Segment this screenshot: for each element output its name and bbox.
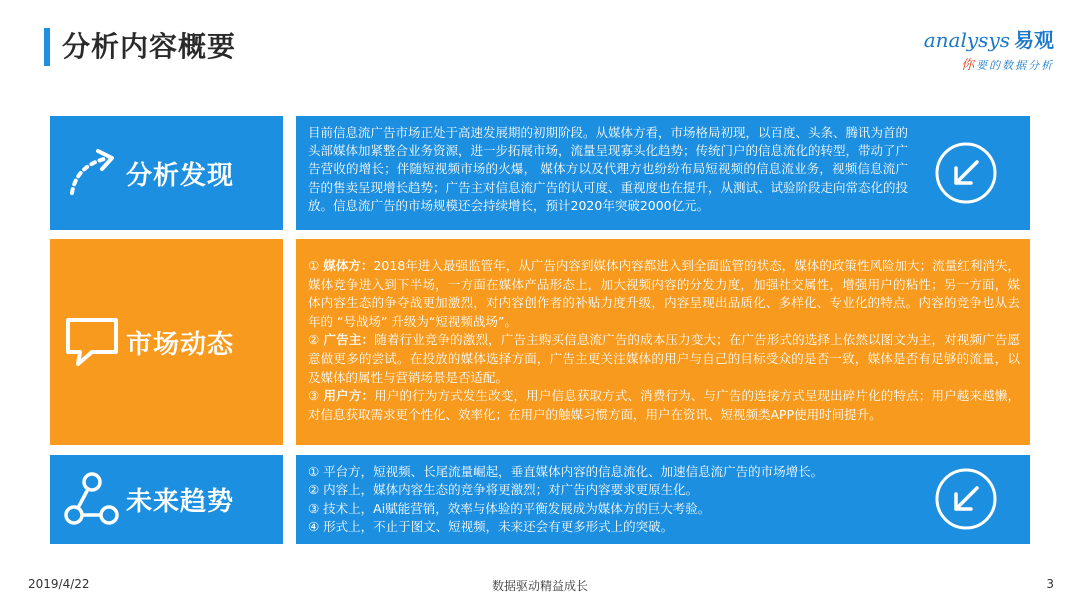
findings-content-box xyxy=(296,116,1030,230)
findings-label-box xyxy=(50,116,283,230)
dynamics-list xyxy=(308,257,1020,424)
dotted-arrow-icon xyxy=(62,143,122,203)
speech-bubble-icon xyxy=(62,312,122,372)
arrow-down-left-icon xyxy=(934,467,998,531)
trends-list xyxy=(308,463,908,537)
trends-item: ② 内容上，媒体内容生态的竞争将更激烈；对广告内容要求更原生化。 xyxy=(308,482,699,498)
analysys-logo xyxy=(904,24,1054,73)
dynamics-item-advertiser: ② 广告主：随着行业竞争的激烈，广告主购买信息流广告的成本压力变大；在广告形式的选择上依然以图文为主，对视频广告愿意做更多的尝试。在投放的媒体选择方面，广告主更关注媒体的用户与自己的目标受众的是否一致，媒体是否有足够的流量，以及媒体的属性与营销场景是否适配。 xyxy=(308,332,1020,385)
trends-label: 未来趋势 xyxy=(126,487,235,517)
footer-slogan: 数据驱动精益成长 xyxy=(491,579,588,593)
title-accent-bar xyxy=(44,28,50,66)
trends-item: ④ 形式上，不止于图文、短视频，未来还会有更多形式上的突破。 xyxy=(308,519,674,535)
trends-label-box xyxy=(50,455,283,544)
trends-item: ① 平台方，短视频、长尾流量崛起，垂直媒体内容的信息流化、加速信息流广告的市场增长。 xyxy=(308,464,824,479)
trends-item: ③ 技术上，Ai赋能营销，效率与体验的平衡发展成为媒体方的巨大考验。 xyxy=(308,500,711,516)
findings-text: 目前信息流广告市场正处于高速发展期的初期阶段。从媒体方看，市场格局初现，以百度、头条、腾讯为首的头部媒体加紧整合业务资源，进一步拓展市场，流量呈现寡头化趋势；传统门户的信息流化的转型，带动了广告营收的增长；伴随短视频市场的火爆， 媒体方以及代理方也纷纷布局短视频的信息流业务，视频信息流广告的售卖呈现增长趋势；广告主对信息流广告的认可度、重视度也在提升，从测试、试验阶段走向常态化的投放。信息流广告的市场规模还会持续增长，预计2020年突破2000亿元。 xyxy=(308,125,909,213)
logo-chinese-text: 易观 xyxy=(1014,28,1054,52)
dynamics-label: 市场动态 xyxy=(126,329,235,360)
arrow-down-left-icon xyxy=(934,141,998,205)
logo-slogan: 你要的数据分析 xyxy=(960,58,1054,73)
dynamics-item-user: ③ 用户方：用户的行为方式发生改变，用户信息获取方式、消费行为、与广告的连接方式呈现出碎片化的特点；用户越来越懒，对信息获取需求更个性化、效率化；在用户的触媒习惯方面，用户在资讯、短视频类APP使用时间提升。 xyxy=(308,388,1020,422)
page-number: 3 xyxy=(1046,577,1054,591)
page-title: 分析内容概要 xyxy=(62,30,237,63)
footer-date: 2019/4/22 xyxy=(28,577,90,591)
dynamics-item-head: 媒体方： xyxy=(323,258,374,273)
trends-content-box xyxy=(296,455,1030,544)
findings-label: 分析发现 xyxy=(126,160,235,191)
dynamics-item-head: 广告主： xyxy=(323,332,375,348)
dynamics-item-media: ① 媒体方：2018年进入最强监管年，从广告内容到媒体内容都进入到全面监管的状态，媒体的政策性风险加大；流量红利消失，媒体竞争进入到下半场，一方面在媒体产品形态上，加大视频内容的分发力度，加强社交属性，增强用户的粘性；另一方面，媒体内容生态的争夺战更加激烈，对内容创作者的补贴力度升级，内容呈现出品质化、多样化、专业化的特点。内容的竞争也从去年的 “号战场” 升级为“短视频战场”。 xyxy=(308,258,1020,329)
logo-english-text: analysys xyxy=(923,28,1010,52)
dynamics-item-head: 用户方： xyxy=(323,388,375,404)
dynamics-label-box xyxy=(50,239,283,445)
network-nodes-icon xyxy=(62,470,122,530)
dynamics-content-box xyxy=(296,239,1030,445)
